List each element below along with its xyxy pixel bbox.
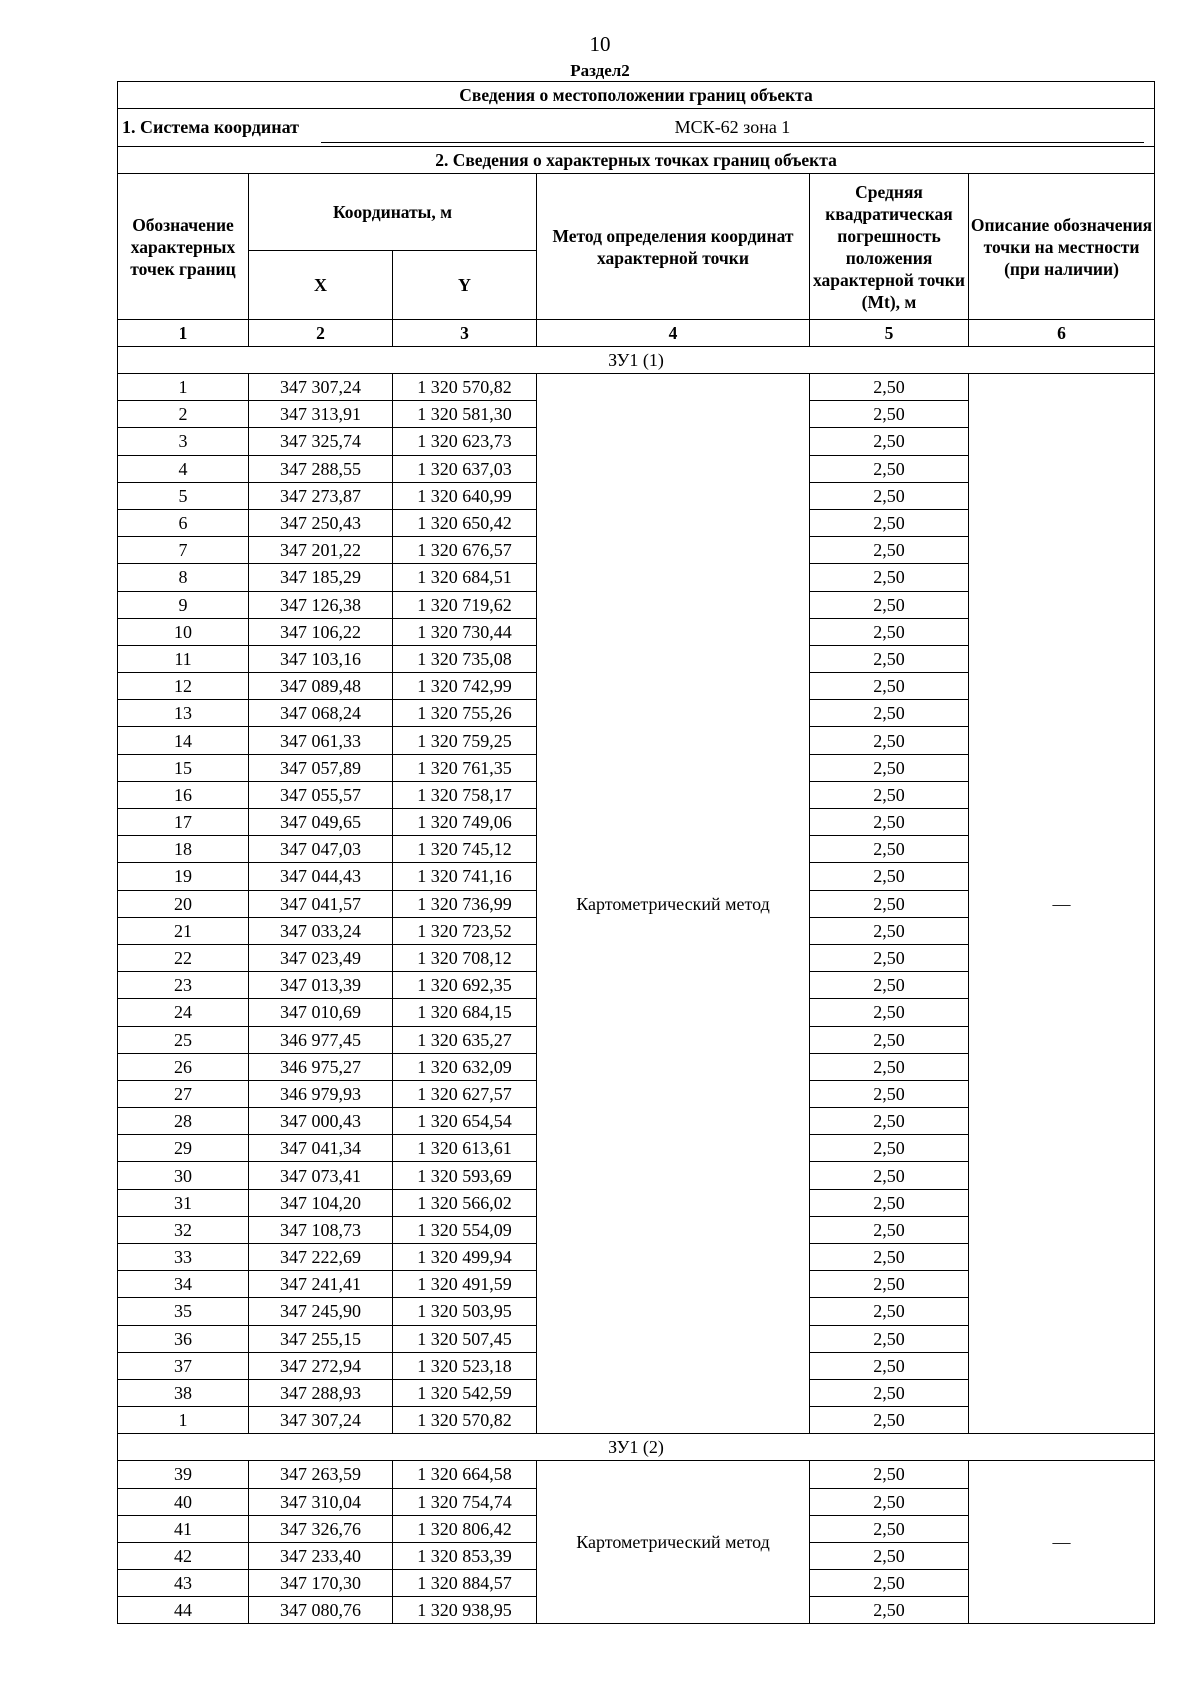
coord-y: 1 320 635,27 [393, 1026, 537, 1053]
coord-y: 1 320 684,51 [393, 564, 537, 591]
group-label: ЗУ1 (1) [118, 347, 1155, 374]
point-number: 26 [118, 1053, 249, 1080]
error-value: 2,50 [810, 1407, 969, 1434]
coord-x: 347 307,24 [249, 1407, 393, 1434]
point-number: 12 [118, 673, 249, 700]
coord-x: 347 047,03 [249, 836, 393, 863]
error-value: 2,50 [810, 401, 969, 428]
error-value: 2,50 [810, 999, 969, 1026]
point-number: 33 [118, 1244, 249, 1271]
point-number: 8 [118, 564, 249, 591]
coord-x: 347 041,34 [249, 1135, 393, 1162]
error-value: 2,50 [810, 509, 969, 536]
coord-x: 347 288,93 [249, 1379, 393, 1406]
coord-system-row [118, 109, 1155, 147]
coord-y: 1 320 745,12 [393, 836, 537, 863]
error-value: 2,50 [810, 1108, 969, 1135]
header-x: X [249, 251, 393, 320]
error-value: 2,50 [810, 673, 969, 700]
coord-x: 347 126,38 [249, 591, 393, 618]
coord-y: 1 320 806,42 [393, 1515, 537, 1542]
point-number: 10 [118, 618, 249, 645]
table-body [118, 82, 1155, 1624]
point-number: 27 [118, 1080, 249, 1107]
point-number: 16 [118, 781, 249, 808]
coord-x: 347 272,94 [249, 1352, 393, 1379]
coord-x: 347 325,74 [249, 428, 393, 455]
coord-y: 1 320 623,73 [393, 428, 537, 455]
error-value: 2,50 [810, 890, 969, 917]
point-number: 6 [118, 509, 249, 536]
coord-y: 1 320 676,57 [393, 537, 537, 564]
coord-y: 1 320 730,44 [393, 618, 537, 645]
error-value: 2,50 [810, 1597, 969, 1624]
error-value: 2,50 [810, 618, 969, 645]
coord-x: 347 049,65 [249, 809, 393, 836]
point-number: 4 [118, 455, 249, 482]
error-value: 2,50 [810, 428, 969, 455]
coord-x: 347 310,04 [249, 1488, 393, 1515]
column-number: 1 [118, 320, 249, 347]
column-number: 3 [393, 320, 537, 347]
coord-x: 347 185,29 [249, 564, 393, 591]
error-value: 2,50 [810, 1080, 969, 1107]
coord-y: 1 320 741,16 [393, 863, 537, 890]
coord-x: 347 245,90 [249, 1298, 393, 1325]
point-number: 19 [118, 863, 249, 890]
coord-x: 346 975,27 [249, 1053, 393, 1080]
coord-x: 347 010,69 [249, 999, 393, 1026]
coord-x: 347 288,55 [249, 455, 393, 482]
coord-y: 1 320 755,26 [393, 700, 537, 727]
error-value: 2,50 [810, 645, 969, 672]
coord-x: 347 313,91 [249, 401, 393, 428]
coord-system-label: 1. Система координат [122, 116, 299, 137]
coord-x: 347 041,57 [249, 890, 393, 917]
coord-y: 1 320 938,95 [393, 1597, 537, 1624]
point-number: 38 [118, 1379, 249, 1406]
point-number: 14 [118, 727, 249, 754]
coord-x: 347 233,40 [249, 1542, 393, 1569]
error-value: 2,50 [810, 1162, 969, 1189]
table-title: Сведения о местоположении границ объекта [118, 82, 1155, 109]
header-point: Обозначение характерных точек границ [118, 174, 249, 320]
error-value: 2,50 [810, 863, 969, 890]
coord-y: 1 320 581,30 [393, 401, 537, 428]
point-number: 40 [118, 1488, 249, 1515]
column-number: 6 [969, 320, 1155, 347]
coord-x: 347 170,30 [249, 1570, 393, 1597]
error-value: 2,50 [810, 564, 969, 591]
coord-x: 347 033,24 [249, 917, 393, 944]
header-y: Y [393, 251, 537, 320]
error-value: 2,50 [810, 1189, 969, 1216]
point-number: 29 [118, 1135, 249, 1162]
coord-y: 1 320 749,06 [393, 809, 537, 836]
header-method: Метод определения координат характерной точки [537, 174, 810, 320]
coord-x: 347 241,41 [249, 1271, 393, 1298]
coord-y: 1 320 542,59 [393, 1379, 537, 1406]
column-number: 5 [810, 320, 969, 347]
point-number: 43 [118, 1570, 249, 1597]
coord-y: 1 320 566,02 [393, 1189, 537, 1216]
point-number: 23 [118, 972, 249, 999]
coord-x: 347 201,22 [249, 537, 393, 564]
coord-y: 1 320 884,57 [393, 1570, 537, 1597]
coord-y: 1 320 654,54 [393, 1108, 537, 1135]
coord-x: 347 263,59 [249, 1461, 393, 1488]
header-description: Описание обозначения точки на местности (при наличии) [969, 174, 1155, 320]
coord-x: 347 103,16 [249, 645, 393, 672]
point-number: 2 [118, 401, 249, 428]
coord-x: 347 057,89 [249, 754, 393, 781]
coord-y: 1 320 491,59 [393, 1271, 537, 1298]
error-value: 2,50 [810, 1542, 969, 1569]
point-number: 13 [118, 700, 249, 727]
error-value: 2,50 [810, 781, 969, 808]
coord-x: 347 073,41 [249, 1162, 393, 1189]
coord-x: 347 255,15 [249, 1325, 393, 1352]
coord-y: 1 320 613,61 [393, 1135, 537, 1162]
point-number: 31 [118, 1189, 249, 1216]
coord-x: 347 068,24 [249, 700, 393, 727]
error-value: 2,50 [810, 1325, 969, 1352]
coord-x: 346 977,45 [249, 1026, 393, 1053]
coord-x: 347 250,43 [249, 509, 393, 536]
error-value: 2,50 [810, 374, 969, 401]
coord-x: 347 055,57 [249, 781, 393, 808]
table-row [118, 1461, 1155, 1488]
coord-x: 346 979,93 [249, 1080, 393, 1107]
method-cell: Картометрический метод [537, 1461, 810, 1624]
coord-x: 347 273,87 [249, 482, 393, 509]
point-number: 24 [118, 999, 249, 1026]
coord-y: 1 320 627,57 [393, 1080, 537, 1107]
point-number: 41 [118, 1515, 249, 1542]
error-value: 2,50 [810, 1244, 969, 1271]
error-value: 2,50 [810, 537, 969, 564]
error-value: 2,50 [810, 455, 969, 482]
coord-y: 1 320 742,99 [393, 673, 537, 700]
section-title: Раздел2 [570, 61, 630, 80]
error-value: 2,50 [810, 944, 969, 971]
coord-x: 347 080,76 [249, 1597, 393, 1624]
error-value: 2,50 [810, 917, 969, 944]
coord-y: 1 320 719,62 [393, 591, 537, 618]
error-value: 2,50 [810, 1570, 969, 1597]
coord-y: 1 320 754,74 [393, 1488, 537, 1515]
point-number: 39 [118, 1461, 249, 1488]
error-value: 2,50 [810, 972, 969, 999]
point-number: 18 [118, 836, 249, 863]
error-value: 2,50 [810, 591, 969, 618]
coord-y: 1 320 640,99 [393, 482, 537, 509]
coord-y: 1 320 759,25 [393, 727, 537, 754]
coord-y: 1 320 758,17 [393, 781, 537, 808]
error-value: 2,50 [810, 1352, 969, 1379]
point-number: 3 [118, 428, 249, 455]
coord-x: 347 089,48 [249, 673, 393, 700]
error-value: 2,50 [810, 1216, 969, 1243]
point-number: 5 [118, 482, 249, 509]
page-number: 10 [589, 32, 611, 56]
coord-x: 347 023,49 [249, 944, 393, 971]
coord-y: 1 320 554,09 [393, 1216, 537, 1243]
point-number: 44 [118, 1597, 249, 1624]
point-number: 30 [118, 1162, 249, 1189]
coord-y: 1 320 637,03 [393, 455, 537, 482]
point-number: 21 [118, 917, 249, 944]
error-value: 2,50 [810, 1271, 969, 1298]
error-value: 2,50 [810, 809, 969, 836]
header-coords: Координаты, м [249, 174, 537, 251]
error-value: 2,50 [810, 1461, 969, 1488]
point-number: 34 [118, 1271, 249, 1298]
point-number: 20 [118, 890, 249, 917]
coord-y: 1 320 503,95 [393, 1298, 537, 1325]
table-row [118, 374, 1155, 401]
error-value: 2,50 [810, 1379, 969, 1406]
coord-y: 1 320 650,42 [393, 509, 537, 536]
coord-y: 1 320 853,39 [393, 1542, 537, 1569]
coord-x: 347 000,43 [249, 1108, 393, 1135]
coord-y: 1 320 593,69 [393, 1162, 537, 1189]
coord-x: 347 044,43 [249, 863, 393, 890]
point-number: 28 [118, 1108, 249, 1135]
coord-y: 1 320 632,09 [393, 1053, 537, 1080]
column-number: 2 [249, 320, 393, 347]
point-number: 1 [118, 374, 249, 401]
coord-y: 1 320 523,18 [393, 1352, 537, 1379]
coord-x: 347 108,73 [249, 1216, 393, 1243]
coord-y: 1 320 736,99 [393, 890, 537, 917]
error-value: 2,50 [810, 1515, 969, 1542]
coord-y: 1 320 723,52 [393, 917, 537, 944]
point-number: 42 [118, 1542, 249, 1569]
error-value: 2,50 [810, 482, 969, 509]
error-value: 2,50 [810, 754, 969, 781]
coord-x: 347 326,76 [249, 1515, 393, 1542]
boundary-points-table [117, 81, 1155, 1624]
error-value: 2,50 [810, 1298, 969, 1325]
coord-x: 347 222,69 [249, 1244, 393, 1271]
point-number: 32 [118, 1216, 249, 1243]
point-number: 37 [118, 1352, 249, 1379]
error-value: 2,50 [810, 836, 969, 863]
coord-y: 1 320 708,12 [393, 944, 537, 971]
point-number: 35 [118, 1298, 249, 1325]
coord-x: 347 106,22 [249, 618, 393, 645]
error-value: 2,50 [810, 700, 969, 727]
coord-y: 1 320 570,82 [393, 374, 537, 401]
error-value: 2,50 [810, 1135, 969, 1162]
coord-y: 1 320 692,35 [393, 972, 537, 999]
point-number: 17 [118, 809, 249, 836]
coord-system-value: МСК-62 зона 1 [321, 116, 1144, 143]
coord-x: 347 013,39 [249, 972, 393, 999]
description-cell: — [969, 374, 1155, 1434]
point-number: 15 [118, 754, 249, 781]
error-value: 2,50 [810, 727, 969, 754]
point-number: 36 [118, 1325, 249, 1352]
column-number: 4 [537, 320, 810, 347]
coord-x: 347 307,24 [249, 374, 393, 401]
point-number: 1 [118, 1407, 249, 1434]
coord-x: 347 104,20 [249, 1189, 393, 1216]
point-number: 22 [118, 944, 249, 971]
point-number: 7 [118, 537, 249, 564]
coord-y: 1 320 507,45 [393, 1325, 537, 1352]
header-error: Средняя квадратическая погрешность положения характерной точки (Mt), м [810, 174, 969, 320]
error-value: 2,50 [810, 1026, 969, 1053]
point-number: 25 [118, 1026, 249, 1053]
point-number: 9 [118, 591, 249, 618]
coord-y: 1 320 684,15 [393, 999, 537, 1026]
error-value: 2,50 [810, 1053, 969, 1080]
coord-y: 1 320 664,58 [393, 1461, 537, 1488]
method-cell: Картометрический метод [537, 374, 810, 1434]
description-cell: — [969, 1461, 1155, 1624]
point-number: 11 [118, 645, 249, 672]
group-label: ЗУ1 (2) [118, 1434, 1155, 1461]
coord-y: 1 320 570,82 [393, 1407, 537, 1434]
table-subtitle: 2. Сведения о характерных точках границ объекта [118, 147, 1155, 174]
error-value: 2,50 [810, 1488, 969, 1515]
coord-y: 1 320 735,08 [393, 645, 537, 672]
coord-y: 1 320 499,94 [393, 1244, 537, 1271]
coord-y: 1 320 761,35 [393, 754, 537, 781]
coord-x: 347 061,33 [249, 727, 393, 754]
